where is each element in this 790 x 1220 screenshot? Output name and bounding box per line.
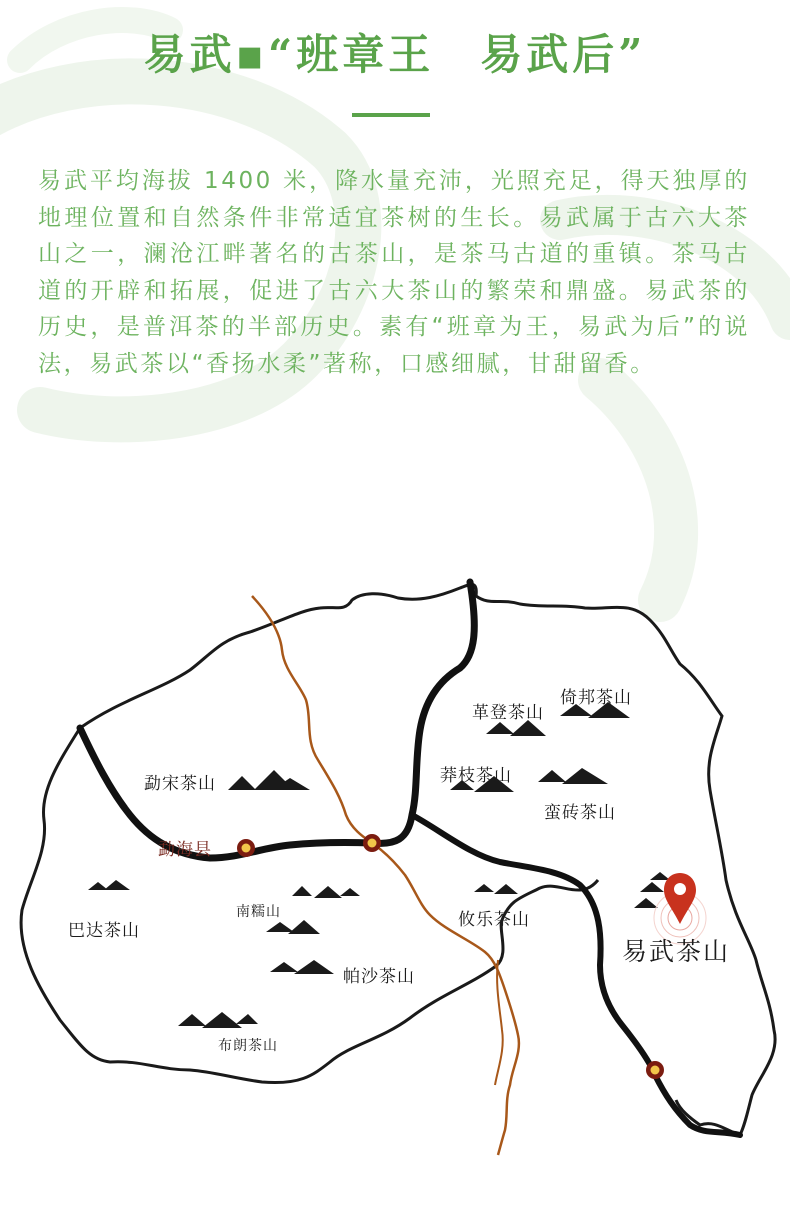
label-yibang: 倚邦茶山 — [560, 688, 632, 708]
label-bulang: 布朗茶山 — [218, 1038, 278, 1054]
label-pasha: 帕沙茶山 — [343, 967, 415, 987]
label-bada: 巴达茶山 — [68, 921, 140, 941]
tea-mountain-map — [0, 560, 790, 1200]
intro-paragraph: 易武平均海拔 1400 米，降水量充沛，光照充足，得天独厚的地理位置和自然条件非常适宜茶树的生长。易武属于古六大茶山之一，澜沧江畔著名的古茶山，是茶马古道的重镇。茶马古道的开辟和拓展，促进了古六大茶山的繁荣和鼎盛。易武茶的历史，是普洱茶的半部历史。素有“班章为王，易武为后”的说法，易武茶以“香扬水柔”著称，口感细腻，甘甜留香。 — [38, 168, 750, 377]
lancang-river-brown — [252, 596, 519, 1155]
menghai-city-dot — [237, 839, 255, 857]
south-city-dot — [646, 1061, 664, 1079]
title-underline — [352, 113, 430, 117]
label-gedeng: 革登茶山 — [472, 703, 544, 723]
label-mengsong: 勐宋茶山 — [144, 774, 216, 794]
label-manzhuan: 蛮砖茶山 — [544, 803, 616, 823]
label-youle: 攸乐茶山 — [458, 910, 530, 930]
east-river-thick — [412, 815, 740, 1135]
label-yiwu: 易武茶山 — [622, 937, 731, 966]
label-menghai-county: 勐海县 — [158, 840, 212, 860]
page-title: 易武▪“班章王 易武后” — [143, 30, 647, 79]
label-mangzhi: 莽枝茶山 — [440, 766, 512, 786]
label-nannuo: 南糯山 — [236, 904, 281, 920]
junction-city-dot — [363, 834, 381, 852]
